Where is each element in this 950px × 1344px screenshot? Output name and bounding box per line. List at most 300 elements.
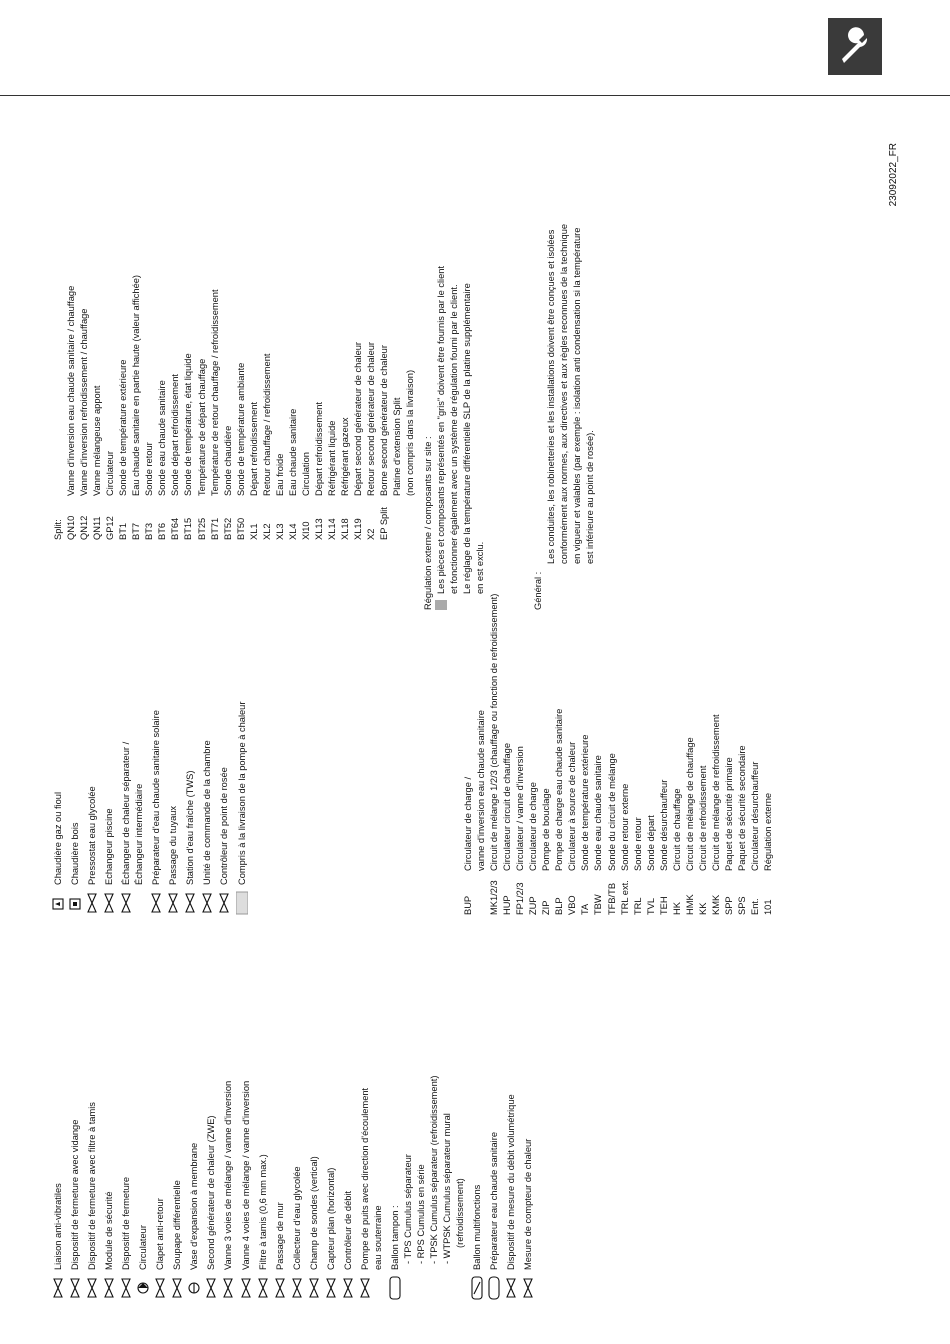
legend-item [505, 920, 518, 1300]
code-label: XL14 [326, 518, 337, 540]
code-label: BT52 [222, 517, 233, 540]
regulation-line: en est exclu. [475, 541, 486, 594]
drain-valve-icon [69, 1276, 80, 1300]
code-label: Ent. [750, 898, 761, 915]
code-label: X2 [366, 528, 377, 540]
code-desc: Sonde chaudière [222, 425, 233, 496]
legend-item [222, 920, 235, 1300]
code-row [697, 595, 710, 915]
code-row [527, 595, 540, 915]
four-way-valve-icon [240, 1276, 251, 1300]
flow-meter-icon [505, 1276, 516, 1300]
code-label: TRL [632, 897, 643, 915]
code-label: Xl10 [300, 521, 311, 540]
legend-label: Filtre à tamis (0,6 mm max.) [257, 1154, 268, 1270]
code-desc: Sonde eau chaude sanitaire [593, 755, 604, 871]
code-row [684, 595, 697, 915]
code-desc: Sonde du circuit de mélange [606, 753, 617, 871]
legend-item [201, 655, 214, 915]
wrench-icon [834, 25, 876, 67]
code-desc: Circulateur [105, 451, 116, 496]
code-desc: Eau chaude sanitaire en partie haute (valeur affichée) [131, 274, 142, 496]
buffer-tank-icon [389, 1276, 401, 1300]
code-row [300, 120, 313, 540]
horizontal-collector-icon [325, 1276, 336, 1300]
legend-label: Pressostat eau glycolée [87, 786, 98, 885]
code-desc: Départ refroidissement [248, 401, 259, 496]
code-desc: Vanne d'inversion eau chaude sanitaire / chauffage [66, 285, 77, 496]
code-label: TEH [658, 896, 669, 915]
pressostat-icon [86, 891, 97, 915]
room-control-icon [201, 891, 212, 915]
legend-item [69, 920, 82, 1300]
legend-item [52, 655, 65, 915]
legend-label: Station d'eau fraîche (TWS) [185, 770, 196, 885]
code-desc: Température de retour chauffage / refroidissement [209, 289, 220, 496]
code-label: BT6 [157, 522, 168, 540]
code-row [378, 120, 391, 540]
legend-sheet [52, 120, 774, 1300]
legend-label: Chaudière bois [70, 822, 81, 885]
legend-label: Chaudière gaz ou fioul [53, 791, 63, 885]
legend-item [167, 655, 180, 915]
well-pump-icon [359, 1276, 371, 1300]
code-desc: Sonde désurchauffeur [658, 779, 669, 871]
well-pump-icon [359, 1276, 370, 1300]
legend-item [240, 920, 253, 1300]
legend-item [69, 655, 82, 915]
code-row [488, 595, 501, 915]
three-way-valve-icon [222, 1276, 234, 1300]
code-row [91, 120, 104, 540]
code-desc: Température de départ chauffage [196, 358, 207, 496]
code-label: HK [671, 902, 682, 915]
code-desc: Paquet de sécurité secondaire [736, 745, 747, 871]
legend-label: Clapet anti-retour [155, 1198, 166, 1270]
flow-switch-icon [342, 1276, 353, 1300]
code-label: VBO [567, 895, 578, 915]
horizontal-collector-icon [325, 1276, 337, 1300]
glycol-collector-icon [291, 1276, 303, 1300]
code-row [501, 595, 514, 915]
tws-station-icon [184, 891, 195, 915]
code-desc: Pompe de bouclage [541, 788, 552, 871]
legend-label: Vase d'expansion à membrane [189, 1142, 200, 1270]
legend-item [257, 920, 270, 1300]
flow-meter-icon [505, 1276, 517, 1300]
code-desc: Sonde départ refroidissement [170, 374, 181, 496]
legend-label: Circulateur [138, 1225, 149, 1270]
wall-passage-icon [274, 1276, 285, 1300]
code-label: XL19 [353, 518, 364, 540]
code-row [540, 595, 553, 915]
dhw-tank-icon [488, 1276, 500, 1300]
regulation-line: Le réglage de la température différentielle SLP de la platine supplémentaire [462, 283, 473, 594]
pipe-passage-icon [167, 891, 179, 915]
legend-mid-column [52, 655, 253, 915]
strainer-valve-icon [86, 1276, 98, 1300]
split-column [52, 120, 417, 540]
legend-label: Compris à la livraison de la pompe à chaleur [236, 701, 247, 885]
code-row [326, 120, 339, 540]
code-label: BT3 [144, 522, 155, 540]
code-label: BT71 [209, 517, 220, 540]
code-desc: Départ refroidissement [313, 401, 324, 496]
code-desc: Sonde de température ambiante [235, 362, 246, 496]
code-row [462, 595, 488, 915]
legend-label: Contrôleur de débit [342, 1190, 353, 1270]
glycol-collector-icon [291, 1276, 302, 1300]
vertical-probe-icon [308, 1276, 320, 1300]
legend-item [205, 920, 218, 1300]
safety-module-icon [103, 1276, 114, 1300]
general-line: en vigueur et valables (par exemple : isolation anti condensation si la température [572, 227, 583, 564]
code-desc: Retour second générateur de chaleur [366, 341, 377, 496]
code-row [274, 120, 287, 540]
code-desc: Départ second générateur de chaleur [353, 341, 364, 496]
legend-item [471, 920, 484, 1300]
code-row [658, 595, 671, 915]
code-desc: Sonde de température extérieure [118, 359, 129, 496]
legend-left-column [52, 920, 539, 1300]
code-label: XL13 [313, 518, 324, 540]
legend-item [86, 655, 99, 915]
code-row [235, 120, 248, 540]
pressostat-icon [86, 891, 98, 915]
expansion-vessel-icon [188, 1276, 200, 1300]
legend-item [308, 920, 321, 1300]
strainer-valve-icon [86, 1276, 97, 1300]
second-generator-icon [205, 1276, 217, 1300]
scope-of-delivery-icon [236, 891, 247, 915]
legend-label: Vanne 4 voies de mélange / vanne d'inversion [240, 1080, 251, 1270]
code-label: BT1 [118, 522, 129, 540]
code-row [261, 120, 274, 540]
gray-swatch [435, 600, 447, 610]
legend-label: Pompe de puits avec direction d'écoulement eau souterraine [359, 1087, 383, 1270]
circulator-icon [137, 1276, 148, 1300]
code-desc: Sonde retour [632, 817, 643, 871]
legend-item [103, 655, 116, 915]
circulator-icon [137, 1276, 149, 1300]
legend-item [184, 655, 197, 915]
shutoff-valve-icon [120, 1276, 132, 1300]
dew-point-icon [218, 891, 229, 915]
wall-passage-icon [274, 1276, 286, 1300]
legend-item [137, 920, 150, 1300]
code-row [632, 595, 645, 915]
code-label: BLP [554, 897, 565, 915]
code-desc: Vanne d'inversion refroidissement / chauffage [79, 308, 90, 496]
legend-label: Préparateur d'eau chaude sanitaire solaire [151, 710, 162, 885]
code-row [65, 120, 78, 540]
code-desc: Sonde de température extérieure [580, 734, 591, 871]
solar-dhw-icon [150, 891, 161, 915]
code-row [222, 120, 235, 540]
three-way-valve-icon [222, 1276, 233, 1300]
code-desc: Circulateur à source de chaleur [567, 741, 578, 871]
code-label: XL2 [261, 523, 272, 540]
code-label: ZUP [528, 896, 539, 915]
code-desc: Circuit de mélange 1/2/3 (chauffage ou fonction de refroidissement) [489, 593, 500, 871]
code-label: KK [697, 902, 708, 915]
code-desc: Régulation externe [763, 792, 774, 871]
code-desc: Circulateur de charge / vanne d'inversion eau chaude sanitaire [463, 710, 487, 871]
code-desc: Circuit de refroidissement [697, 765, 708, 871]
code-label: KMK [710, 894, 721, 915]
legend-label: Capteur plan (horizontal) [325, 1167, 336, 1270]
code-row [339, 120, 352, 540]
anti-vibration-icon [52, 1276, 64, 1300]
tws-station-icon [184, 891, 196, 915]
code-row [762, 595, 775, 915]
code-desc: Circulateur désurchauffeur [750, 761, 761, 871]
code-row [156, 120, 169, 540]
general-line: est inférieure au point de rosée). [585, 430, 596, 564]
code-label: XL4 [287, 523, 298, 540]
separator-exchanger-icon [120, 891, 132, 915]
code-row [645, 595, 658, 915]
code-row [514, 595, 527, 915]
regulation-line: et fonctionner également avec un système de régulation fourni par le client. [449, 284, 460, 594]
four-way-valve-icon [240, 1276, 252, 1300]
regulation-line: Les pièces et composants représentés en "gris" doivent être fournis par le client [436, 265, 447, 594]
general-line: conformément aux normes, aux directives et aux règles reconnues de la technique [559, 223, 570, 564]
check-valve-icon [154, 1276, 165, 1300]
code-desc: Retour chauffage / refroidissement [261, 353, 272, 496]
code-label: FP1/2/3 [515, 882, 526, 915]
legend-item [325, 920, 338, 1300]
legend-label: Dispositif de mesure du débit volumétrique [506, 1094, 517, 1270]
code-desc: Circuit de chauffage [671, 788, 682, 871]
differential-valve-icon [171, 1276, 182, 1300]
code-desc: Borne second générateur de chaleur [379, 345, 390, 496]
code-desc: Réfrigérant liquide [326, 420, 337, 496]
legend-label: Liaison anti-vibratiles [53, 1183, 63, 1270]
room-control-icon [201, 891, 213, 915]
legend-item [488, 920, 501, 1300]
code-desc: Circulateur / vanne d'inversion [515, 746, 526, 871]
codes-mid-column [462, 595, 775, 915]
legend-item [86, 920, 99, 1300]
gas-boiler-icon [52, 891, 63, 915]
code-desc: Vanne mélangeuse appont [92, 385, 103, 496]
legend-label: Vanne 3 voies de mélange / vanne d'inversion [223, 1080, 234, 1270]
code-label: EP Split [379, 507, 390, 540]
legend-item [274, 920, 287, 1300]
code-desc: Réfrigérant gazeux [340, 417, 351, 496]
code-row [248, 120, 261, 540]
code-label: TBW [593, 894, 604, 915]
code-row [209, 120, 222, 540]
code-desc: Sonde départ [645, 815, 656, 871]
legend-label: Préparateur eau chaude sanitaire [489, 1132, 500, 1270]
code-desc: Circuit de mélange de refroidissement [710, 714, 721, 871]
legend-label: Mesure de compteur de chaleur [523, 1138, 534, 1270]
header-badge [828, 18, 882, 75]
code-desc: Platine d'extension Split [392, 397, 403, 496]
code-row [736, 595, 749, 915]
legend-item [522, 920, 535, 1300]
wood-boiler-icon [69, 891, 81, 915]
flow-switch-icon [342, 1276, 354, 1300]
legend-item [236, 655, 249, 915]
pipe-passage-icon [167, 891, 178, 915]
legend-item [342, 920, 355, 1300]
legend-label: Collecteur d'eau glycolée [291, 1166, 302, 1270]
heat-meter-icon [522, 1276, 533, 1300]
code-row [143, 120, 156, 540]
legend-item [218, 655, 231, 915]
legend-item [150, 655, 163, 915]
shutoff-valve-icon [120, 1276, 131, 1300]
code-label: QN10 [66, 515, 77, 540]
filter-icon [257, 1276, 268, 1300]
regulation-text [435, 266, 487, 594]
code-row [566, 595, 579, 915]
legend-label: Champ de sondes (vertical) [308, 1156, 319, 1270]
legend-label: Module de sécurité [104, 1191, 115, 1270]
code-desc: Sonde retour externe [619, 783, 630, 871]
code-label: BT15 [183, 517, 194, 540]
legend-label: Unité de commande de la chambre [202, 740, 213, 885]
code-row [710, 595, 723, 915]
code-row [579, 595, 592, 915]
code-label: SPP [723, 896, 734, 915]
code-desc: Circulateur de charge [528, 782, 539, 871]
code-row [391, 120, 404, 540]
legend-label: Passage de mur [274, 1202, 285, 1270]
code-label: XL1 [248, 523, 259, 540]
legend-label: Dispositif de fermeture avec filtre à tamis [87, 1102, 98, 1270]
code-label: HMK [684, 894, 695, 915]
legend-item [154, 920, 167, 1300]
code-row [606, 595, 619, 915]
legend-label: Ballon multifonctions [472, 1184, 483, 1270]
dhw-tank-icon [488, 1276, 499, 1300]
code-row [287, 120, 300, 540]
code-desc: Paquet de sécurité primaire [723, 757, 734, 871]
code-label: TFB/TB [606, 882, 617, 915]
regulation-section [422, 120, 487, 610]
pool-exchanger-icon [103, 891, 115, 915]
multifunction-tank-icon [471, 1276, 483, 1300]
code-row [553, 595, 566, 915]
expansion-vessel-icon [188, 1276, 199, 1300]
code-desc: (non compris dans la livraison) [405, 369, 416, 496]
code-desc: Sonde retour [144, 442, 155, 496]
code-row [619, 595, 632, 915]
code-desc: Pompe de charge eau chaude sanitaire [554, 708, 565, 871]
vertical-probe-icon [308, 1276, 319, 1300]
general-title: Général : [533, 571, 543, 610]
code-label: BT64 [170, 517, 181, 540]
legend-item [389, 920, 467, 1300]
code-row [749, 595, 762, 915]
legend-item [103, 920, 116, 1300]
code-desc: Circuit de mélange de chauffage [684, 737, 695, 871]
code-row [313, 120, 326, 540]
code-row [117, 120, 130, 540]
gas-boiler-icon [52, 891, 64, 915]
legend-item [52, 920, 65, 1300]
solar-dhw-icon [150, 891, 162, 915]
code-row [404, 120, 417, 540]
code-label: TVL [645, 897, 656, 915]
filter-icon [257, 1276, 269, 1300]
code-row [182, 120, 195, 540]
code-label: BUP [463, 895, 473, 915]
code-row [365, 120, 378, 540]
legend-label: Dispositif de fermeture [121, 1176, 132, 1270]
scope-of-delivery-icon [236, 891, 248, 915]
pool-exchanger-icon [103, 891, 114, 915]
general-text [545, 120, 597, 610]
separator-exchanger-icon [120, 891, 131, 915]
code-row [592, 595, 605, 915]
code-row [130, 120, 143, 540]
code-row [352, 120, 365, 540]
legend-label: Echangeur piscine [104, 808, 115, 885]
code-row [104, 120, 117, 540]
code-desc: Eau froide [274, 453, 285, 496]
check-valve-icon [154, 1276, 166, 1300]
code-label: SPS [736, 896, 747, 915]
code-label: BT25 [196, 517, 207, 540]
code-label: MK1/2/3 [489, 880, 500, 915]
legend-label: Soupape différentielle [172, 1180, 183, 1270]
legend-label: Échangeur de chaleur séparateur / Échangeur intermédiaire [121, 741, 145, 885]
legend-label: Ballon tampon : - TPS Cumulus séparateur - RPS Cumulus en série - TPSK Cumulus séparateur (refroidissement) - WTPSK Cumulus séparateur mural (refroidissement) [389, 1075, 466, 1270]
anti-vibration-icon [52, 1276, 63, 1300]
drain-valve-icon [69, 1276, 81, 1300]
code-row [196, 120, 209, 540]
code-label: BT7 [131, 522, 142, 540]
differential-valve-icon [171, 1276, 183, 1300]
multifunction-tank-icon [471, 1276, 482, 1300]
legend-label: Dispositif de fermeture avec vidange [70, 1119, 81, 1270]
general-section [532, 120, 597, 610]
code-row [78, 120, 91, 540]
legend-label: Passage du tuyaux [168, 805, 179, 885]
buffer-tank-icon [389, 1276, 400, 1300]
code-label: TRL ext. [619, 880, 630, 915]
code-label: QN11 [92, 516, 103, 540]
dew-point-icon [218, 891, 230, 915]
code-label: ZIP [541, 900, 552, 915]
code-label: 101 [763, 899, 774, 915]
legend-item [291, 920, 304, 1300]
code-desc: Circulation [300, 452, 311, 496]
legend-item [120, 920, 133, 1300]
code-label: TA [580, 903, 591, 915]
code-label: XL3 [274, 523, 285, 540]
split-title: Split: [53, 519, 63, 540]
code-desc: Sonde eau chaude sanitaire [157, 380, 168, 496]
code-label: QN12 [79, 515, 90, 540]
regulation-title: Régulation externe / composants sur site : [423, 436, 433, 610]
code-row [169, 120, 182, 540]
legend-label: Contrôleur de point de rosée [219, 767, 230, 885]
code-label: HUP [502, 895, 513, 915]
code-label: GP12 [105, 516, 116, 540]
wood-boiler-icon [69, 891, 80, 915]
legend-label: Second générateur de chaleur (ZWE) [206, 1115, 217, 1270]
legend-item [120, 655, 146, 915]
code-row [671, 595, 684, 915]
general-line: Les conduites, les robinetteries et les installations doivent être conçues et isolées [546, 229, 557, 564]
safety-module-icon [103, 1276, 115, 1300]
